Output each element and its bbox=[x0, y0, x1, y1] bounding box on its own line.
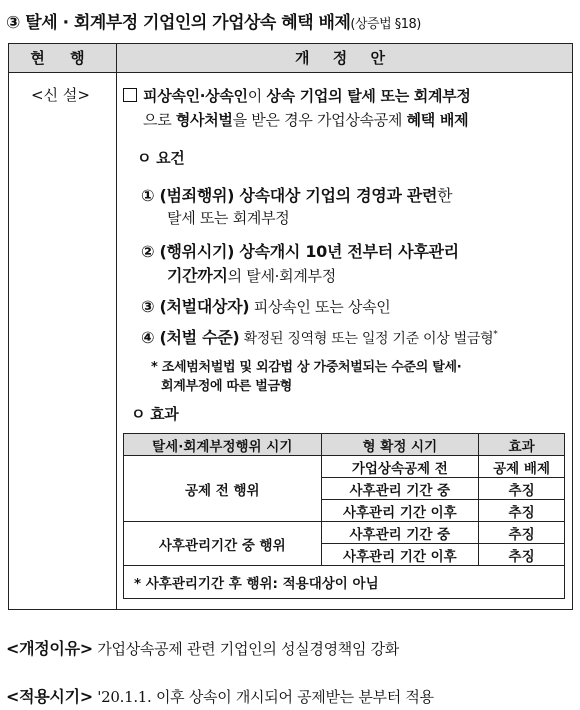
table-row bbox=[124, 522, 565, 544]
table-row bbox=[124, 456, 565, 478]
header-revision: 개 정 안 bbox=[295, 49, 394, 67]
footnote-1-line-1: * 조세범처벌법 및 외감법 상 가중처벌되는 수준의 탈세· bbox=[151, 360, 462, 375]
row-timing: 사후관리 기간 중 bbox=[321, 478, 479, 500]
law-reference: (상증법 §18) bbox=[350, 17, 421, 32]
intro-penalty: 형사처벌 bbox=[175, 111, 233, 129]
row-effect: 공제 배제 bbox=[479, 456, 565, 478]
requirement-2-period: 기간까지 bbox=[167, 266, 228, 285]
row-effect: 추징 bbox=[479, 544, 565, 566]
effect-col-conduct: 탈세·회계부정행위 시기 bbox=[124, 434, 322, 456]
requirement-3-text: 피상속인 또는 상속인 bbox=[249, 298, 391, 316]
group-during-aftercare: 사후관리기간 중 행위 bbox=[124, 522, 322, 566]
intro-text-1: 으로 bbox=[143, 111, 176, 129]
effect-table-header bbox=[124, 434, 565, 456]
current-law-cell: <신 설> bbox=[31, 86, 90, 104]
requirement-2-cont bbox=[167, 263, 336, 286]
section-title-text: ③ 탈세 · 회계부정 기업인의 가업상속 혜택 배제 bbox=[6, 13, 351, 33]
footnote-2: * 사후관리기간 후 행위: 적용대상이 아님 bbox=[124, 566, 565, 599]
header-current: 현 행 bbox=[30, 49, 95, 67]
row-timing: 사후관리 기간 이후 bbox=[321, 544, 479, 566]
requirement-1-cont: 탈세 또는 회계부정 bbox=[167, 209, 290, 227]
footnote-marker: * bbox=[493, 329, 498, 340]
reason-line bbox=[6, 636, 399, 659]
requirement-2 bbox=[141, 239, 459, 262]
requirement-4 bbox=[141, 325, 498, 348]
requirement-2-suffix: 의 탈세·회계부정 bbox=[227, 267, 336, 285]
row-timing: 사후관리 기간 중 bbox=[321, 522, 479, 544]
column-divider bbox=[116, 44, 117, 609]
row-effect: 추징 bbox=[479, 500, 565, 522]
section-title bbox=[6, 8, 421, 33]
comparison-table bbox=[8, 43, 573, 610]
requirement-1 bbox=[141, 183, 452, 206]
intro-line-2 bbox=[143, 109, 468, 130]
intro-line-1 bbox=[123, 85, 471, 106]
group-before-deduction: 공제 전 행위 bbox=[124, 456, 322, 522]
requirement-1-suffix: 한 bbox=[437, 186, 453, 205]
timing-label: <적용시기> bbox=[6, 687, 93, 706]
requirement-1-label: ① (범죄행위) 상속대상 기업의 경영과 관련 bbox=[141, 186, 438, 205]
row-timing: 사후관리 기간 이후 bbox=[321, 500, 479, 522]
requirement-4-label: ④ (처벌 수준) bbox=[141, 328, 240, 347]
table-header-row bbox=[9, 44, 572, 73]
intro-particle: 이 bbox=[247, 87, 267, 105]
checkbox-bullet-icon bbox=[123, 88, 137, 102]
row-timing: 가업상속공제 전 bbox=[321, 456, 479, 478]
row-effect: 추징 bbox=[479, 478, 565, 500]
reason-label: <개정이유> bbox=[6, 639, 93, 658]
effect-table bbox=[123, 433, 565, 599]
effect-col-sentence: 형 확정 시기 bbox=[321, 434, 479, 456]
requirement-2-label: ② (행위시기) 상속개시 10년 전부터 사후관리 bbox=[141, 242, 459, 261]
footnote-1-line-2: 회계부정에 따른 벌금형 bbox=[161, 379, 293, 394]
intro-text-2: 을 받은 경우 가업상속공제 bbox=[232, 111, 407, 129]
timing-text: '20.1.1. 이후 상속이 개시되어 공제받는 분부터 적용 bbox=[92, 688, 434, 706]
requirement-4-text: 확정된 징역형 또는 일정 기준 이상 벌금형 bbox=[239, 331, 494, 347]
table-row bbox=[124, 566, 565, 599]
requirements-heading: ㅇ 요건 bbox=[137, 149, 185, 167]
row-effect: 추징 bbox=[479, 522, 565, 544]
requirement-3 bbox=[141, 294, 390, 317]
requirement-3-label: ③ (처벌대상자) bbox=[141, 297, 250, 316]
intro-exclusion: 혜택 배제 bbox=[406, 111, 469, 129]
intro-condition: 상속 기업의 탈세 또는 회계부정 bbox=[266, 87, 471, 105]
timing-line bbox=[6, 684, 434, 707]
effect-col-effect: 효과 bbox=[479, 434, 565, 456]
effect-heading: ㅇ 효과 bbox=[131, 405, 179, 423]
intro-subject: 피상속인·상속인 bbox=[143, 87, 248, 105]
reason-text: 가업상속공제 관련 기업인의 성실경영책임 강화 bbox=[92, 640, 399, 658]
